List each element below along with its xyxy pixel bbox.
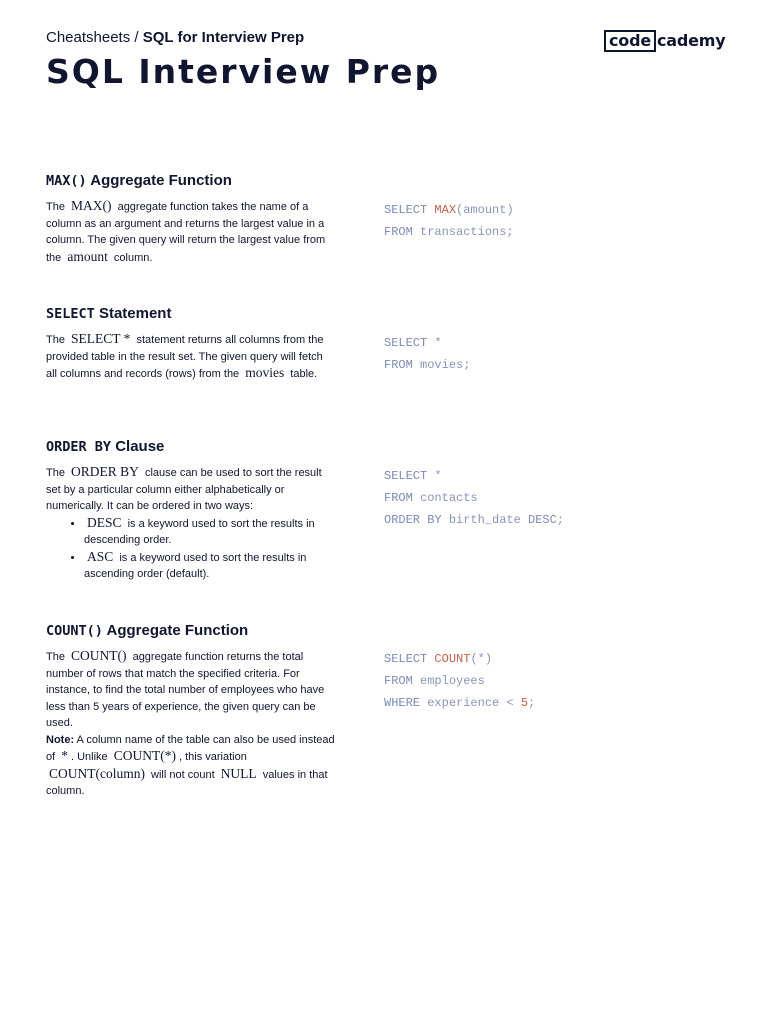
breadcrumb-current: SQL for Interview Prep <box>142 29 305 46</box>
code-keyword: SELECT <box>384 469 435 483</box>
section-description <box>46 464 336 583</box>
code-text: contacts <box>420 491 478 505</box>
breadcrumb <box>46 29 304 46</box>
section-title-code: SELECT <box>46 306 95 322</box>
desc-text: The <box>46 467 69 479</box>
section-count <box>46 622 336 800</box>
desc-text: The <box>46 651 69 663</box>
section-title-text: Clause <box>111 438 165 455</box>
logo-text: cademy <box>656 31 726 50</box>
section-title-code: COUNT() <box>46 623 103 639</box>
desc-keyword: COUNT() <box>71 648 127 663</box>
list-item <box>84 549 336 583</box>
code-function: MAX <box>434 203 457 217</box>
section-title <box>46 172 336 189</box>
section-order-by <box>46 438 336 583</box>
code-text: ; <box>556 513 565 527</box>
desc-keyword: * <box>61 748 68 763</box>
note-label: Note: <box>46 733 75 746</box>
code-keyword: ORDER BY <box>384 513 449 527</box>
bullet-list <box>46 515 336 583</box>
code-text: movies; <box>420 358 471 372</box>
desc-keyword: MAX() <box>71 198 112 213</box>
code-text: experience < <box>427 696 521 710</box>
desc-text: aggregate function returns the total number of rows that match the specified criteria. For instance, to find the total number of employees who have less than 5 years of experience, the given query can be used. <box>46 651 325 729</box>
code-keyword: DESC <box>528 513 557 527</box>
page-title: SQL Interview Prep <box>46 52 441 91</box>
desc-text: values in that column. <box>46 768 328 797</box>
desc-keyword: ASC <box>87 548 114 564</box>
desc-text: A column name of the table can also be used instead of <box>46 733 335 763</box>
code-text: (*) <box>470 652 493 666</box>
breadcrumb-root-link[interactable]: Cheatsheets <box>46 29 131 46</box>
code-keyword: SELECT <box>384 652 435 666</box>
code-keyword: FROM <box>384 358 421 372</box>
section-description <box>46 648 336 800</box>
desc-text: aggregate function takes the name of a column as an argument and returns the largest value in a column. The given query will return the largest value from the <box>46 201 326 264</box>
code-function: COUNT <box>434 652 471 666</box>
desc-keyword: COUNT(*) <box>113 748 176 763</box>
code-block-order-by <box>384 465 564 531</box>
code-block-max <box>384 199 514 243</box>
code-text: employees <box>420 674 485 688</box>
desc-text: statement returns all columns from the provided table in the result set. The given query will fetch all columns and records (rows) from the <box>46 334 324 380</box>
code-keyword: FROM <box>384 491 421 505</box>
code-keyword: SELECT <box>384 336 435 350</box>
section-title-code: ORDER BY <box>46 439 112 455</box>
section-title-code: MAX() <box>46 173 87 189</box>
breadcrumb-separator: / <box>130 29 143 46</box>
code-keyword: WHERE <box>384 696 428 710</box>
section-description <box>46 331 336 383</box>
logo-boxed-text: code <box>604 30 656 52</box>
desc-keyword: amount <box>67 248 108 264</box>
section-max <box>46 172 336 266</box>
desc-text: The <box>46 201 69 213</box>
desc-text: clause can be used to sort the result set by a particular column either alphabetically or numerically. It can be ordered in two ways: <box>46 467 322 512</box>
code-text: * <box>434 336 442 350</box>
desc-text: . Unlike <box>70 751 111 763</box>
code-text: (amount) <box>456 203 514 217</box>
code-number: 5 <box>520 696 529 710</box>
code-block-select <box>384 332 470 376</box>
desc-keyword: NULL <box>220 765 257 781</box>
code-keyword: FROM <box>384 674 421 688</box>
section-title <box>46 622 336 639</box>
code-text: ; <box>528 696 536 710</box>
section-title <box>46 438 336 455</box>
code-keyword: FROM <box>384 225 421 239</box>
section-title-text: Statement <box>94 305 172 322</box>
desc-text: column. <box>110 251 153 264</box>
desc-text: is a keyword used to sort the results in ascending order (default). <box>84 551 307 580</box>
codecademy-logo[interactable] <box>604 30 725 52</box>
desc-text: is a keyword used to sort the results in descending order. <box>84 517 315 546</box>
desc-keyword: SELECT * <box>71 331 131 346</box>
desc-text: , this variation <box>178 751 247 763</box>
desc-keyword: ORDER BY <box>71 464 139 479</box>
section-description <box>46 198 336 266</box>
desc-text: table. <box>287 368 318 380</box>
code-text: transactions; <box>420 225 514 239</box>
desc-text: will not count <box>147 768 218 781</box>
code-keyword: SELECT <box>384 203 435 217</box>
section-title-text: Aggregate Function <box>102 622 249 639</box>
desc-keyword: DESC <box>87 514 122 530</box>
code-text: * <box>434 469 442 483</box>
list-item <box>84 515 336 549</box>
section-select <box>46 305 336 383</box>
desc-keyword: movies <box>245 365 285 380</box>
code-block-count <box>384 648 535 714</box>
desc-text: The <box>46 334 69 346</box>
section-title-text: Aggregate Function <box>86 172 232 189</box>
desc-keyword: COUNT(column) <box>49 765 145 781</box>
code-text: birth_date <box>448 513 529 527</box>
section-title <box>46 305 336 322</box>
